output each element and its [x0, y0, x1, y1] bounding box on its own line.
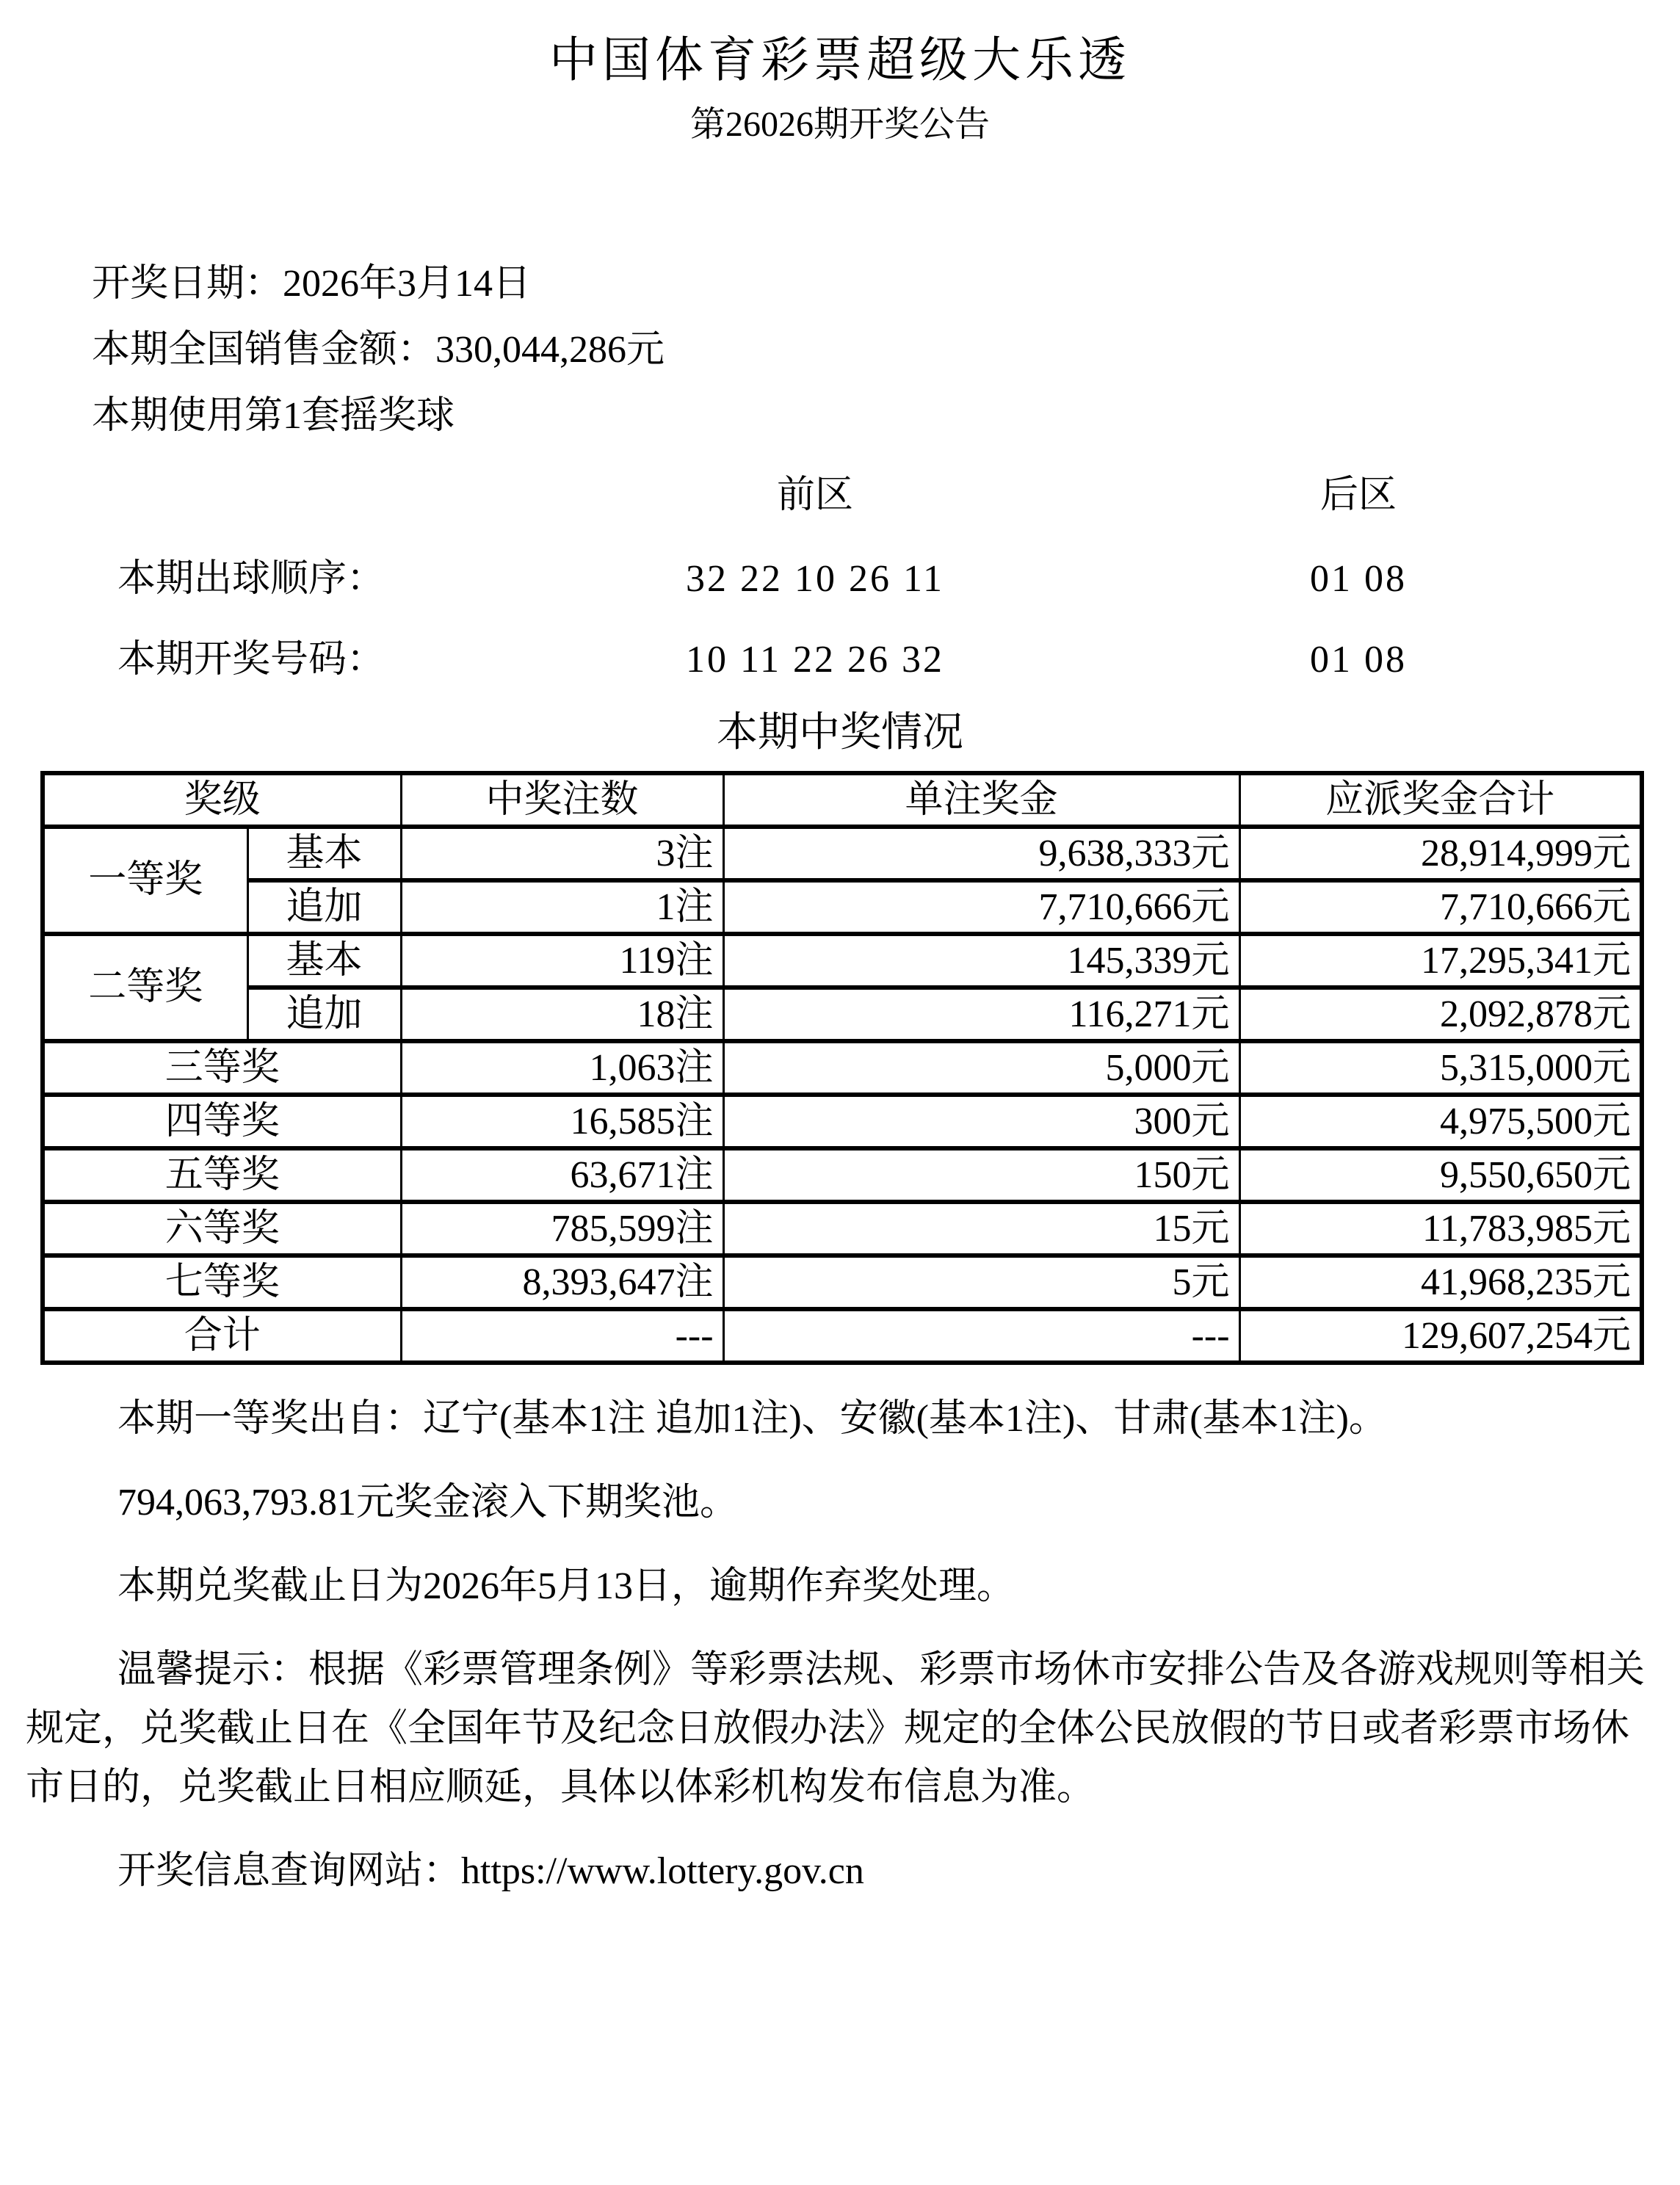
count-cell: 8,393,647注	[401, 1255, 723, 1309]
count-cell: 3注	[401, 827, 723, 880]
zone-header-spacer	[0, 470, 543, 521]
redeem-deadline: 本期兑奖截止日为2026年5月13日，逾期作弃奖处理。	[117, 1565, 1015, 1607]
table-row-sixth	[43, 1202, 1642, 1255]
count-cell: ---	[401, 1309, 723, 1363]
single-prize-cell: 145,339元	[723, 934, 1239, 988]
table-row-total	[43, 1309, 1642, 1363]
prize-sub-cell: 追加	[247, 988, 401, 1041]
prize-level-cell: 七等奖	[43, 1255, 401, 1309]
back-zone-label: 后区	[1319, 474, 1397, 516]
table-row-fourth	[43, 1095, 1642, 1148]
zone-header-row	[0, 470, 1680, 521]
single-prize-cell: 5元	[723, 1255, 1239, 1309]
prize-level-cell: 合计	[43, 1309, 401, 1363]
single-prize-cell: 5,000元	[723, 1041, 1239, 1095]
total-prize-cell: 5,315,000元	[1239, 1041, 1642, 1095]
table-row-seventh	[43, 1255, 1642, 1309]
total-prize-cell: 11,783,985元	[1239, 1202, 1642, 1255]
single-prize-cell: 7,710,666元	[723, 880, 1239, 934]
count-cell: 1,063注	[401, 1041, 723, 1095]
draw-order-row	[0, 554, 1680, 605]
single-prize-cell: 15元	[723, 1202, 1239, 1255]
table-row-third	[43, 1041, 1642, 1095]
total-prize-cell: 41,968,235元	[1239, 1255, 1642, 1309]
prize-sub-cell: 基本	[247, 934, 401, 988]
front-zone-label: 前区	[776, 474, 853, 516]
first-prize-source: 本期一等奖出自：辽宁(基本1注 追加1注)、安徽(基本1注)、甘肃(基本1注)。	[117, 1398, 1387, 1440]
prize-sub-cell: 追加	[247, 880, 401, 934]
count-cell: 18注	[401, 988, 723, 1041]
draw-order-back-numbers: 01 08	[1310, 558, 1407, 600]
count-cell: 119注	[401, 934, 723, 988]
total-prize-cell: 4,975,500元	[1239, 1095, 1642, 1148]
winning-back-numbers: 01 08	[1310, 639, 1407, 681]
prize-level-cell: 六等奖	[43, 1202, 401, 1255]
rollover-amount: 794,063,793.81元奖金滚入下期奖池。	[117, 1482, 739, 1523]
col-header-single-prize: 单注奖金	[723, 773, 1239, 827]
draw-order-front-numbers: 32 22 10 26 11	[685, 558, 945, 600]
prize-table-title: 本期中奖情况	[717, 710, 963, 755]
prize-level-cell: 四等奖	[43, 1095, 401, 1148]
table-row-second-basic	[43, 934, 1642, 988]
winning-numbers-row	[0, 634, 1680, 686]
prize-level-cell: 三等奖	[43, 1041, 401, 1095]
count-cell: 785,599注	[401, 1202, 723, 1255]
total-prize-cell: 17,295,341元	[1239, 934, 1642, 988]
table-header-row	[43, 773, 1642, 827]
prize-level-cell: 二等奖	[43, 934, 247, 1041]
single-prize-cell: 9,638,333元	[723, 827, 1239, 880]
ball-set: 本期使用第1套摇奖球	[92, 395, 455, 437]
draw-order-label: 本期出球顺序：	[117, 558, 385, 600]
table-row-first-append	[43, 880, 1642, 934]
draw-date: 开奖日期：2026年3月14日	[92, 263, 532, 305]
count-cell: 1注	[401, 880, 723, 934]
warm-tips: 温馨提示：根据《彩票管理条例》等彩票法规、彩票市场休市安排公告及各游戏规则等相关规定，兑奖截止日在《全国年节及纪念日放假办法》规定的全体公民放假的节日或者彩票市场休市日的，兑奖截止日相应顺延，具体以体彩机构发布信息为准。	[26, 1649, 1645, 1808]
prize-level-cell: 五等奖	[43, 1148, 401, 1202]
table-row-second-append	[43, 988, 1642, 1041]
winning-numbers-label: 本期开奖号码：	[117, 639, 385, 681]
winning-front-numbers: 10 11 22 26 32	[685, 639, 945, 681]
query-website: 开奖信息查询网站：https://www.lottery.gov.cn	[117, 1850, 864, 1892]
total-prize-cell: 9,550,650元	[1239, 1148, 1642, 1202]
single-prize-cell: ---	[723, 1309, 1239, 1363]
count-cell: 63,671注	[401, 1148, 723, 1202]
draw-info-block	[0, 251, 1680, 449]
col-header-total-prize: 应派奖金合计	[1239, 773, 1642, 827]
prize-sub-cell: 基本	[247, 827, 401, 880]
page-title: 中国体育彩票超级大乐透	[549, 34, 1131, 87]
single-prize-cell: 116,271元	[723, 988, 1239, 1041]
count-cell: 16,585注	[401, 1095, 723, 1148]
col-header-level: 奖级	[43, 773, 401, 827]
single-prize-cell: 150元	[723, 1148, 1239, 1202]
notes-section	[0, 1390, 1680, 1901]
single-prize-cell: 300元	[723, 1095, 1239, 1148]
table-row-fifth	[43, 1148, 1642, 1202]
table-row-first-basic	[43, 827, 1642, 880]
prize-table	[40, 771, 1644, 1365]
total-prize-cell: 7,710,666元	[1239, 880, 1642, 934]
col-header-count: 中奖注数	[401, 773, 723, 827]
numbers-section	[0, 470, 1680, 686]
sales-amount: 本期全国销售金额：330,044,286元	[92, 329, 665, 371]
total-prize-cell: 2,092,878元	[1239, 988, 1642, 1041]
total-prize-cell: 129,607,254元	[1239, 1309, 1642, 1363]
page-subtitle: 第26026期开奖公告	[689, 105, 990, 144]
total-prize-cell: 28,914,999元	[1239, 827, 1642, 880]
prize-level-cell: 一等奖	[43, 827, 247, 934]
